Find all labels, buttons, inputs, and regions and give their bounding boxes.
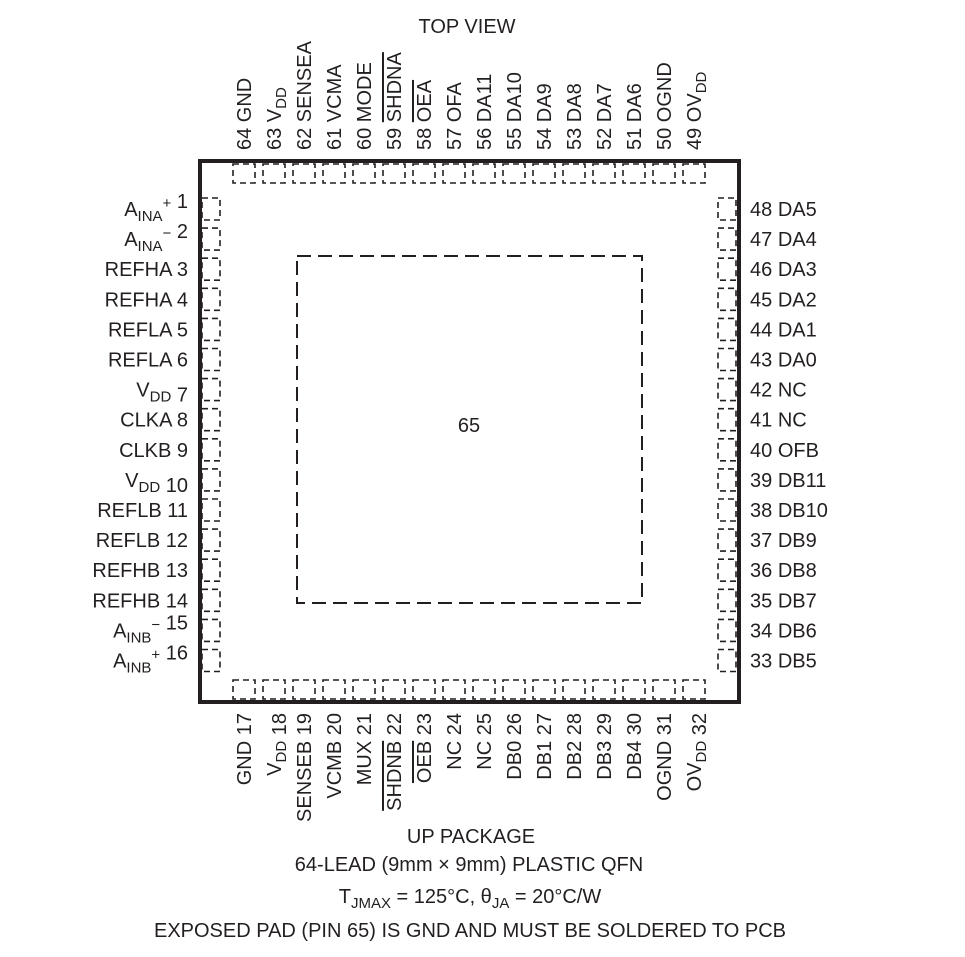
pin-pad-36 (718, 559, 736, 581)
pin-label-35: 35 DB7 (750, 590, 817, 613)
pin-pad-57 (443, 164, 465, 183)
pin-pad-40 (718, 439, 736, 461)
pin-label-9: CLKB 9 (119, 439, 188, 462)
lead-caption: 64-LEAD (9mm × 9mm) PLASTIC QFN (294, 854, 644, 876)
pin-pad-43 (718, 349, 736, 371)
exposed-pad-number: 65 (457, 415, 481, 437)
pin-label-13: REFHB 13 (92, 560, 188, 583)
pin-label-14: REFHB 14 (92, 590, 188, 613)
pin-label-51: 51 DA6 (624, 83, 646, 150)
pin-pad-28 (563, 680, 585, 699)
pin-pad-1 (202, 198, 220, 220)
pin-label-27: DB1 27 (534, 713, 556, 780)
pin-pad-45 (718, 288, 736, 310)
pin-label-24: NC 24 (444, 713, 466, 770)
pin-label-5: REFLA 5 (107, 319, 188, 342)
pin-label-31: OGND 31 (654, 713, 676, 801)
pin-label-21: MUX 21 (354, 713, 376, 786)
pin-pad-25 (473, 680, 495, 699)
pin-label-60: 60 MODE (354, 62, 376, 150)
pin-pad-35 (718, 589, 736, 611)
package-caption: UP PACKAGE (406, 826, 536, 848)
pin-pad-54 (533, 164, 555, 183)
pin-pad-4 (202, 288, 220, 310)
pin-pad-41 (718, 409, 736, 431)
thermal-caption: $T_{JMAX} = 125^\circ C$, $\theta_{JA} = 20^\circ C/W$ (338, 886, 602, 912)
pin-label-47: 47 DA4 (750, 229, 817, 252)
pin-pad-14 (202, 589, 220, 611)
pin-pad-64 (233, 164, 255, 183)
pin-label-1: $A_{INA}^+$ 1 (124, 191, 188, 225)
pin-pad-53 (563, 164, 585, 183)
pin-pad-22 (383, 680, 405, 699)
pin-label-2: $A_{INA}^-$ 2 (124, 221, 188, 256)
pin-pad-30 (623, 680, 645, 699)
pin-label-48: 48 DA5 (750, 199, 817, 221)
pin-pad-37 (718, 529, 736, 551)
pin-pad-32 (683, 680, 705, 699)
pin-label-6: REFLA 6 (107, 349, 188, 372)
pin-pad-39 (718, 469, 736, 491)
pin-label-33: 33 DB5 (750, 650, 817, 673)
pin-label-63: 63 $V_{DD}$ (264, 87, 290, 150)
diagram-title: TOP VIEW (418, 16, 516, 38)
pin-pad-47 (718, 228, 736, 250)
pin-label-28: DB2 28 (564, 713, 586, 780)
pin-pad-42 (718, 379, 736, 401)
pin-label-59: 59 SHDNA (384, 52, 406, 150)
pin-pad-60 (353, 164, 375, 183)
pin-label-18: $V_{DD}$ 18 (264, 713, 291, 776)
pin-label-22: SHDNB 22 (384, 713, 406, 811)
exposed-pad-note: EXPOSED PAD (PIN 65) IS GND AND MUST BE SOLDERED TO PCB (153, 920, 787, 942)
pin-pad-8 (202, 409, 220, 431)
pin-label-32: $OV_{DD}$ 32 (684, 713, 711, 792)
pin-pad-59 (383, 164, 405, 183)
pin-pad-9 (202, 439, 220, 461)
pin-pad-2 (202, 228, 220, 250)
pin-label-19: SENSEB 19 (294, 713, 316, 822)
pin-label-56: 56 DA11 (474, 73, 496, 150)
pin-label-17: GND 17 (234, 713, 256, 786)
pin-label-36: 36 DB8 (750, 560, 817, 583)
pin-label-62: 62 SENSEA (294, 41, 316, 150)
pin-pad-15 (202, 619, 220, 641)
pin-pad-50 (653, 164, 675, 183)
pin-label-58: 58 OEA (414, 79, 436, 150)
pin-label-40: 40 OFB (750, 439, 819, 462)
pin-label-55: 55 DA10 (504, 72, 526, 150)
pin-pad-23 (413, 680, 435, 699)
pin-label-26: DB0 26 (504, 713, 526, 780)
pin-pad-52 (593, 164, 615, 183)
pin-pad-12 (202, 529, 220, 551)
pin-pad-21 (353, 680, 375, 699)
pin-label-52: 52 DA7 (594, 83, 616, 150)
pin-pad-20 (323, 680, 345, 699)
pin-label-25: NC 25 (474, 713, 496, 770)
pin-label-15: $A_{INB}^-$ 15 (113, 612, 188, 647)
pin-label-50: 50 OGND (654, 62, 676, 150)
pin-pad-46 (718, 258, 736, 280)
pin-label-29: DB3 29 (594, 713, 616, 780)
pin-label-3: REFHA 3 (104, 259, 188, 282)
pin-label-23: OEB 23 (414, 713, 436, 784)
pin-label-11: REFLB 11 (97, 500, 188, 522)
pin-label-42: 42 NC (750, 379, 807, 402)
pin-label-57: 57 OFA (444, 82, 466, 150)
pin-pad-49 (683, 164, 705, 183)
pin-label-10: $V_{DD}$ 10 (125, 469, 188, 497)
pin-pad-13 (202, 559, 220, 581)
pin-pad-10 (202, 469, 220, 491)
pin-label-20: VCMB 20 (324, 713, 346, 799)
pin-label-16: $A_{INB}^+$ 16 (113, 642, 188, 677)
pin-pad-3 (202, 258, 220, 280)
pin-label-46: 46 DA3 (750, 259, 817, 282)
pin-pad-48 (718, 198, 736, 220)
pin-label-49: 49 $OV_{DD}$ (684, 71, 710, 150)
pin-label-41: 41 NC (750, 409, 807, 432)
pin-pad-38 (718, 499, 736, 521)
pin-pad-26 (503, 680, 525, 699)
pin-label-44: 44 DA1 (750, 319, 817, 342)
pin-pad-56 (473, 164, 495, 183)
pin-pad-34 (718, 619, 736, 641)
pin-label-30: DB4 30 (624, 713, 646, 780)
pin-label-54: 54 DA9 (534, 83, 556, 150)
pin-pad-18 (263, 680, 285, 699)
pin-pad-24 (443, 680, 465, 699)
pin-pad-61 (323, 164, 345, 183)
pin-pad-11 (202, 499, 220, 521)
pin-label-64: 64 GND (234, 77, 256, 150)
pin-label-8: CLKA 8 (120, 409, 188, 432)
pin-label-12: REFLB 12 (95, 530, 188, 553)
pin-label-39: 39 DB11 (750, 469, 827, 492)
pin-pad-55 (503, 164, 525, 183)
pin-pad-19 (293, 680, 315, 699)
pin-label-4: REFHA 4 (104, 289, 188, 312)
pin-label-61: 61 VCMA (324, 64, 346, 150)
pin-pad-29 (593, 680, 615, 699)
pin-pad-44 (718, 318, 736, 340)
pin-pad-63 (263, 164, 285, 183)
pin-label-7: $V_{DD}$ 7 (136, 379, 188, 407)
pin-label-53: 53 DA8 (564, 83, 586, 150)
pin-pad-51 (623, 164, 645, 183)
pin-label-37: 37 DB9 (750, 530, 817, 553)
pin-label-34: 34 DB6 (750, 620, 817, 643)
pin-pad-6 (202, 349, 220, 371)
pin-pad-17 (233, 680, 255, 699)
pin-pad-31 (653, 680, 675, 699)
pin-pad-33 (718, 650, 736, 672)
pin-pad-5 (202, 318, 220, 340)
pin-label-38: 38 DB10 (750, 500, 828, 522)
pin-pad-27 (533, 680, 555, 699)
pin-pad-62 (293, 164, 315, 183)
pin-label-45: 45 DA2 (750, 289, 817, 312)
pin-pad-7 (202, 379, 220, 401)
pin-label-43: 43 DA0 (750, 349, 817, 372)
pin-pad-16 (202, 650, 220, 672)
pin-pad-58 (413, 164, 435, 183)
